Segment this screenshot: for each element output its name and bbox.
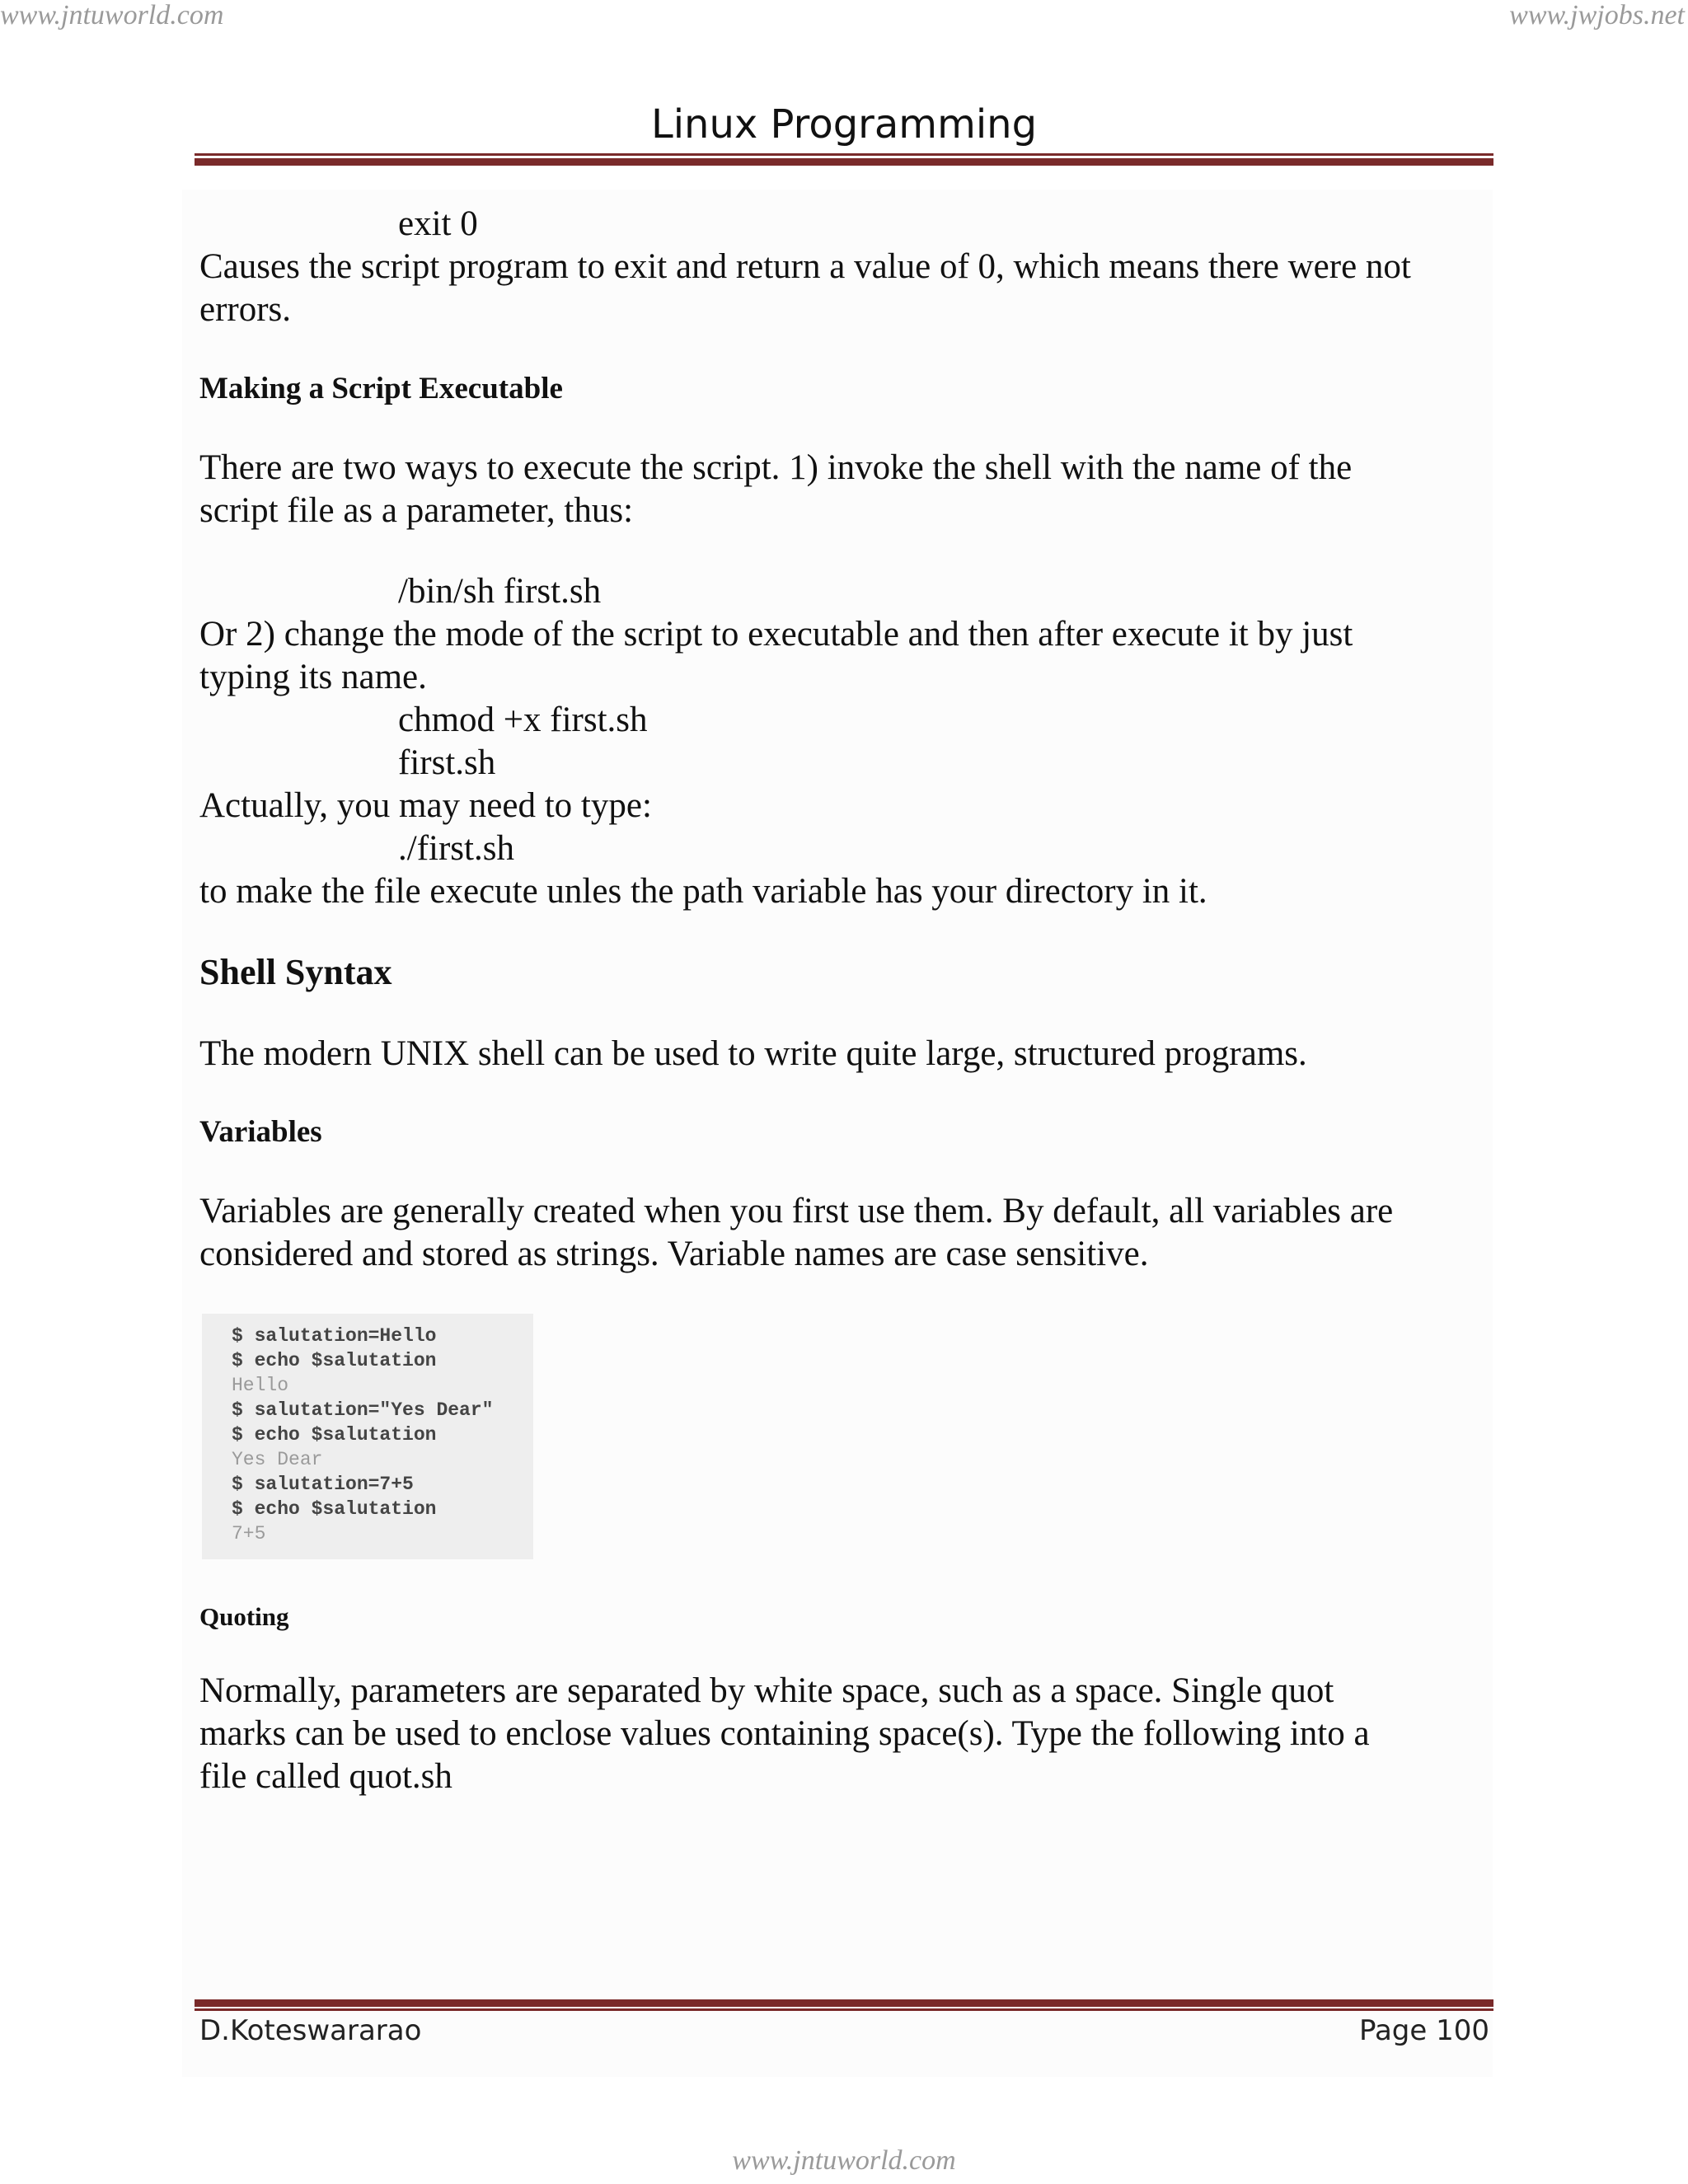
footer-author: D.Koteswararao	[199, 2014, 422, 2047]
code-dotslash: ./first.sh	[398, 829, 514, 868]
terminal-line: $ salutation=7+5	[232, 1474, 414, 1495]
paragraph-vars-line-2: considered and stored as strings. Variable names are case sensitive.	[199, 1235, 1149, 1273]
header-rule-thick	[195, 158, 1493, 166]
terminal-line: Yes Dear	[232, 1449, 323, 1470]
watermark-bottom: www.jntuworld.com	[732, 2145, 956, 2176]
paragraph-normally-line-1: Normally, parameters are separated by white space, such as a space. Single quot	[199, 1671, 1334, 1710]
paragraph-ways-line-1: There are two ways to execute the script. 1) invoke the shell with the name of the	[199, 448, 1353, 487]
terminal-line: $ echo $salutation	[232, 1424, 437, 1446]
paragraph-actually: Actually, you may need to type:	[199, 786, 652, 825]
paragraph-or-line-2: typing its name.	[199, 658, 427, 696]
heading-quoting: Quoting	[199, 1602, 289, 1631]
terminal-line: 7+5	[232, 1523, 266, 1544]
code-first: first.sh	[398, 743, 496, 782]
code-binsh: /bin/sh first.sh	[398, 572, 602, 611]
paragraph-ways-line-2: script file as a parameter, thus:	[199, 491, 634, 530]
paragraph-exit-line-1: Causes the script program to exit and return a value of 0, which means there were not	[199, 247, 1411, 286]
watermark-top-left: www.jntuworld.com	[0, 0, 224, 30]
terminal-line: $ echo $salutation	[232, 1498, 437, 1520]
paragraph-or-line-1: Or 2) change the mode of the script to executable and then after execute it by just	[199, 615, 1353, 654]
paragraph-to-make: to make the file execute unles the path variable has your directory in it.	[199, 872, 1207, 911]
terminal-screenshot	[202, 1314, 533, 1559]
paragraph-vars-line-1: Variables are generally created when you first use them. By default, all variables are	[199, 1192, 1394, 1230]
code-exit: exit 0	[398, 204, 478, 243]
paragraph-normally-line-2: marks can be used to enclose values containing space(s). Type the following into a	[199, 1714, 1370, 1753]
code-chmod: chmod +x first.sh	[398, 701, 648, 739]
terminal-line: $ salutation=Hello	[232, 1325, 437, 1347]
page-header-title: Linux Programming	[650, 101, 1038, 148]
footer-rule-thin	[195, 2008, 1493, 2011]
header-rule-thin	[195, 153, 1493, 156]
footer-rule-thick	[195, 1999, 1493, 2007]
terminal-line: $ echo $salutation	[232, 1350, 437, 1371]
watermark-top-right: www.jwjobs.net	[1509, 0, 1685, 30]
footer-page-number: Page 100	[1358, 2014, 1489, 2047]
terminal-line: $ salutation="Yes Dear"	[232, 1399, 494, 1421]
paragraph-exit-line-2: errors.	[199, 290, 292, 329]
heading-making-executable: Making a Script Executable	[199, 372, 563, 405]
terminal-line: Hello	[232, 1375, 289, 1396]
paragraph-modern: The modern UNIX shell can be used to write quite large, structured programs.	[199, 1034, 1307, 1073]
heading-variables: Variables	[199, 1115, 322, 1149]
paragraph-normally-line-3: file called quot.sh	[199, 1757, 452, 1796]
heading-shell-syntax: Shell Syntax	[199, 952, 392, 992]
